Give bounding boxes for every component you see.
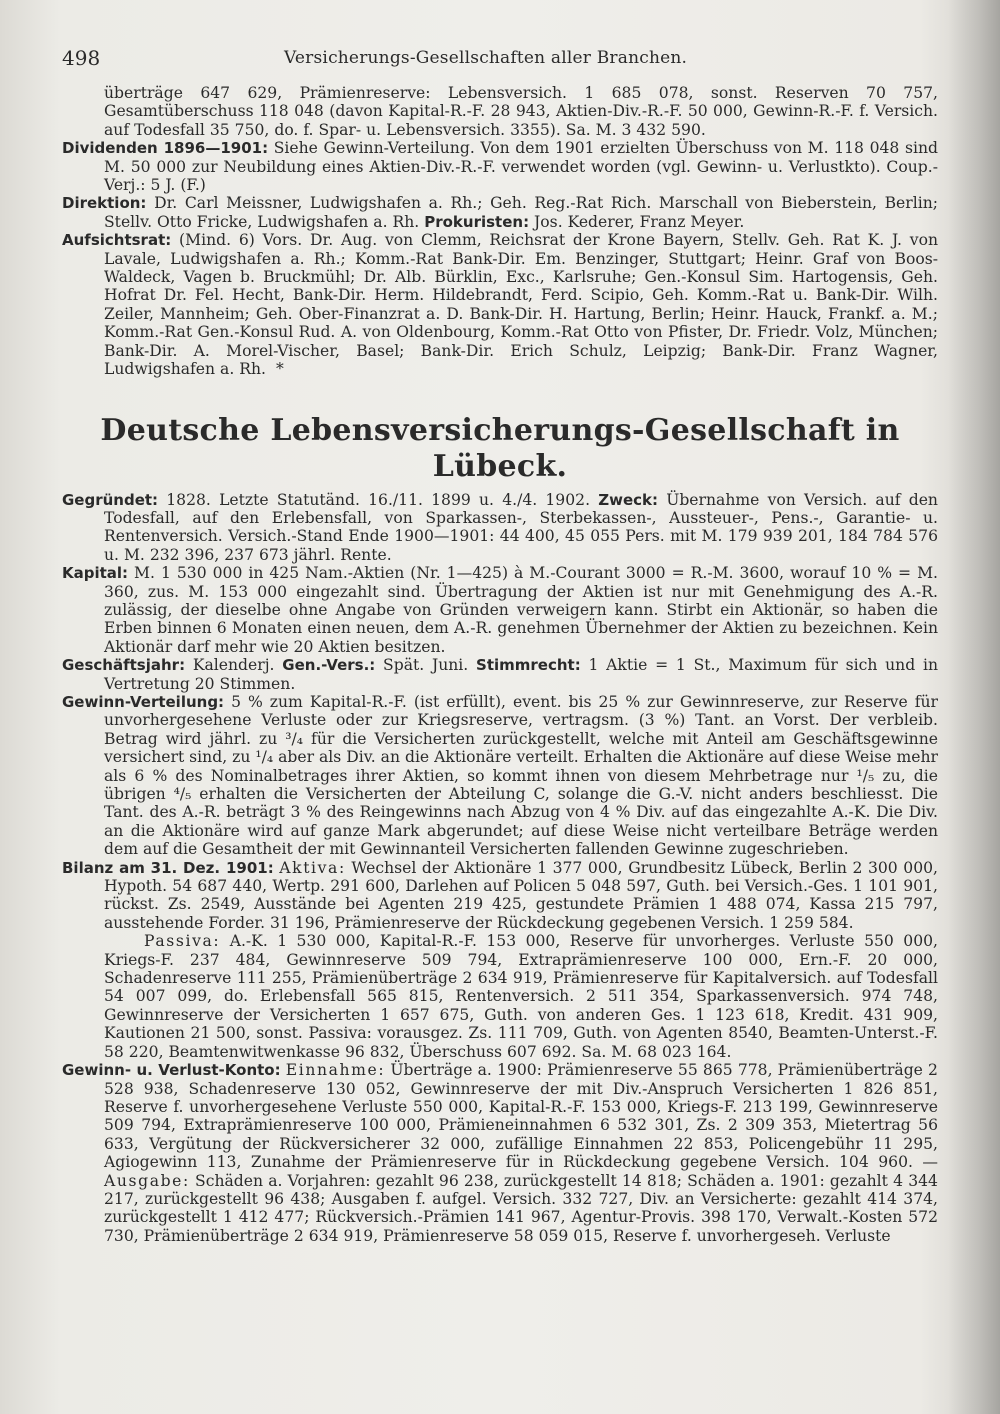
dividenden-text: Siehe Gewinn-Verteilung. Von dem 1901 erzielten Überschuss von M. 118 048 sind M. 50 000 zur Neubildung eines Aktien-Div.-R.-F. verwendet worden (vgl. Gewinn- u. Verlustkto). Coup.-Verj.: 5 J. (F.)	[104, 139, 938, 195]
running-head: Versicherungs-Gesellschaften aller Branchen.	[284, 48, 688, 68]
gegruendet-paragraph	[62, 491, 938, 565]
company-entry	[62, 491, 938, 1246]
kapital-paragraph	[62, 564, 938, 656]
gv-ausgabe-text: Schäden a. Vorjahren: gezahlt 96 238, zurückgestellt 14 818; Schäden a. 1901: gezahlt 4 344 217, zurückgestellt 96 438; Ausgaben f. aufgel. Versich. 332 727, Div. an Versicherte: gezahlt 414 374, zurückgestellt 1 412 477; Rückversich.-Prämien 141 967, Agentur-Provis. 398 170, Verwalt.-Kosten 572 730, Prämienüberträge 2 634 919, Prämienreserve 58 059 015, Reserve f. unvorhergeseh. Verluste	[104, 1171, 938, 1245]
company-title: Deutsche Lebensversicherungs-Gesellschaft in Lübeck.	[100, 412, 900, 484]
geschaeftsjahr-paragraph	[62, 656, 938, 693]
gewinn-verteilung-text: 5 % zum Kapital-R.-F. (ist erfüllt), event. bis 25 % zur Gewinnreserve, zur Reserve für unvorhergesehene Verluste oder zur Kriegsreserve, vertragsm. (3 %) Tant. an Vorst. Der verbleib. Betrag wird jährl. zu ³/₄ für die Versicherten zurückgestellt, welche mit Anteil am Geschäftsgewinne versichert sind, zu ¹/₄ aber als Div. an die Aktionäre verteilt. Erhalten die Aktionäre auf diese Weise mehr als 6 % des Nominalbetrages ihrer Aktien, so kommt ihnen von diesem Mehrbetrage nur ¹/₅ zu, die übrigen ⁴/₅ erhalten die Versicherten der Abteilung C, solange die G.-V. nicht anders beschliesst. Die Tant. des A.-R. beträgt 3 % des Reingewinns nach Abzug von 4 % Div. auf das eingezahlte A.-K. Die Div. an die Aktionäre wird auf ganze Mark abgerundet; auf diese Weise nicht verteilbare Beträge werden dem auf die Gesamtheit der mit Gewinnanteil Versicherten fallenden Gewinne zugeschrieben.	[104, 692, 938, 859]
gewinn-verteilung-label: Gewinn-Verteilung:	[62, 692, 225, 711]
bilanz-paragraph	[62, 859, 938, 933]
passiva-word: Passiva:	[144, 932, 221, 951]
passiva-paragraph	[62, 932, 938, 1061]
gewinn-verlust-paragraph	[62, 1061, 938, 1245]
stimmrecht-text: 1 Aktie = 1 St., Maximum für sich und in Vertretung 20 Stimmen.	[104, 656, 938, 693]
gewinn-verlust-label: Gewinn- u. Verlust-Konto:	[62, 1061, 281, 1080]
aufsichtsrat-label: Aufsichtsrat:	[62, 231, 172, 250]
bilanz-passiva-text: A.-K. 1 530 000, Kapital-R.-F. 153 000, Reserve für unvorherges. Verluste 550 000, Kriegs-F. 237 484, Gewinnreserve 509 794, Extraprämienreserve 100 000, Ern.-F. 20 000, Schadenreserve 111 255, Prämienüberträge 2 634 919, Prämienreserve für Kapitalversich. auf Todesfall 54 007 099, do. Erlebensfall 565 815, Rentenversich. 2 511 354, Sparkassenversich. 974 748, Gewinnreserve der Versicherten 1 657 675, Guth. von anderen Ges. 1 123 618, Kredit. 431 909, Kautionen 21 500, sonst. Passiva: vorausgez. Zs. 111 709, Guth. von Agenten 8540, Beamten-Unterst.-F. 58 220, Beamtenwitwenkasse 96 832, Überschuss 607 692. Sa. M. 68 023 164.	[104, 932, 938, 1061]
ausgabe-word: Ausgabe:	[104, 1171, 190, 1190]
prokuristen-text: Jos. Kederer, Franz Meyer.	[534, 212, 745, 231]
dividenden-label: Dividenden 1896—1901:	[62, 139, 269, 158]
direktion-paragraph	[62, 194, 938, 231]
footnote-star: *	[276, 360, 284, 379]
zweck-label: Zweck:	[598, 490, 658, 509]
aufsichtsrat-text: (Mind. 6) Vors. Dr. Aug. von Clemm, Reichsrat der Krone Bayern, Stellv. Geh. Rat K. J. von Lavale, Ludwigshafen a. Rh.; Komm.-Rat Bank-Dir. Em. Benzinger, Stuttgart; Heinr. Graf von Boos-Waldeck, Vagen b. Bruckmühl; Dr. Alb. Bürklin, Exc., Karlsruhe; Gen.-Konsul Sim. Hartogensis, Geh. Hofrat Dr. Fel. Hecht, Bank-Dir. Herm. Hildebrandt, Ferd. Scipio, Geh. Komm.-Rat u. Bank-Dir. Wilh. Zeiler, Mannheim; Geh. Ober-Finanzrat a. D. Bank-Dir. H. Hartung, Berlin; Heinr. Hauck, Frankf. a. M.; Komm.-Rat Gen.-Konsul Rud. A. von Oldenbourg, Komm.-Rat Otto von Pfister, Dr. Friedr. Volz, München; Bank-Dir. A. Morel-Vischer, Basel; Bank-Dir. Erich Schulz, Leipzig; Bank-Dir. Franz Wagner, Ludwigshafen a. Rh.	[104, 231, 939, 379]
stimmrecht-label: Stimmrecht:	[476, 656, 581, 675]
bilanz-label: Bilanz am 31. Dez. 1901:	[62, 858, 274, 877]
geschaeftsjahr-label: Geschäftsjahr:	[62, 656, 186, 675]
previous-entry	[62, 84, 938, 379]
dividenden-paragraph	[62, 139, 938, 194]
zweck-text: Übernahme von Versich. auf den Todesfall, auf den Erlebensfall, von Sparkassen-, Sterbekassen-, Aussteuer-, Pens.-, Garantie- u. Rentenversich. Versich.-Stand Ende 1900—1901: 44 400, 45 055 Pers. mit M. 179 939 201, 184 784 576 u. M. 232 396, 237 673 jährl. Rente.	[104, 490, 938, 564]
gegruendet-label: Gegründet:	[62, 490, 159, 509]
page-number: 498	[62, 46, 101, 70]
page-header	[62, 40, 938, 70]
gv-einnahme-text: Überträge a. 1900: Prämienreserve 55 865 778, Prämienüberträge 2 528 938, Schadenreserve 130 052, Gewinnreserve der mit Div.-Anspruch Versicherten 1 826 851, Reserve f. unvorhergesehene Verluste 550 000, Kapital-R.-F. 153 000, Kriegs-F. 213 199, Gewinnreserve 509 794, Extraprämienreserve 100 000, Prämieneinnahmen 6 532 301, Zs. 2 309 353, Mietertrag 56 633, Vergütung der Rückversicherer 32 000, zufällige Einnahmen 22 853, Policengebühr 11 295, Agiogewinn 113, Zunahme der Prämienreserve für in Rückdeckung gegebene Versich. 104 960. —	[104, 1061, 938, 1172]
gegruendet-text: 1828. Letzte Statutänd. 16./11. 1899 u. 4./4. 1902.	[166, 490, 591, 509]
gewinn-verteilung-paragraph	[62, 693, 938, 859]
direktion-label: Direktion:	[62, 194, 147, 213]
einnahme-word: Einnahme:	[285, 1061, 386, 1080]
genvers-label: Gen.-Vers.:	[282, 656, 376, 675]
kapital-text: M. 1 530 000 in 425 Nam.-Aktien (Nr. 1—425) à M.-Courant 3000 = R.-M. 3600, worauf 10 % = M. 360, zus. M. 153 000 eingezahlt sind. Übertragung der Aktien ist nur mit Genehmigung des A.-R. zulässig, der dieselbe ohne Angabe von Gründen verweigern kann. Stirbt ein Aktionär, so haben die Erben binnen 6 Monaten einen neuen, dem A.-R. genehmen Übernehmer der Aktien zu bezeichnen. Kein Aktionär darf mehr wie 20 Aktien besitzen.	[104, 564, 938, 656]
aufsichtsrat-paragraph	[62, 231, 938, 378]
genvers-text: Spät. Juni.	[383, 656, 469, 675]
page-gutter-shadow	[948, 0, 1000, 1414]
prokuristen-label: Prokuristen:	[424, 212, 530, 231]
ueberträge-paragraph: überträge 647 629, Prämienreserve: Lebensversich. 1 685 078, sonst. Reserven 70 757, Gesamtüberschuss 118 048 (davon Kapital-R.-F. 28 943, Aktien-Div.-R.-F. 50 000, Gewinn-R.-F. f. Versich. auf Todesfall 35 750, do. f. Spar- u. Lebensversich. 3355). Sa. M. 3 432 590.	[104, 84, 938, 139]
geschaeftsjahr-text: Kalenderj.	[192, 656, 275, 675]
kapital-label: Kapital:	[62, 564, 129, 583]
bilanz-aktiva-text: Wechsel der Aktionäre 1 377 000, Grundbesitz Lübeck, Berlin 2 300 000, Hypoth. 54 687 440, Wertp. 291 600, Darlehen auf Policen 5 048 597, Guth. bei Versich.-Ges. 1 101 901, rückst. Zs. 2549, Ausstände bei Agenten 219 425, gestundete Prämien 1 488 074, Kassa 215 797, ausstehende Forder. 31 196, Prämienreserve der Rückdeckung gegebenen Versich. 1 259 584.	[104, 858, 938, 932]
aktiva-word: Aktiva:	[279, 858, 346, 877]
direktion-text: Dr. Carl Meissner, Ludwigshafen a. Rh.; Geh. Reg.-Rat Rich. Marschall von Bieberstein, Berlin; Stellv. Otto Fricke, Ludwigshafen a. Rh.	[104, 194, 938, 231]
